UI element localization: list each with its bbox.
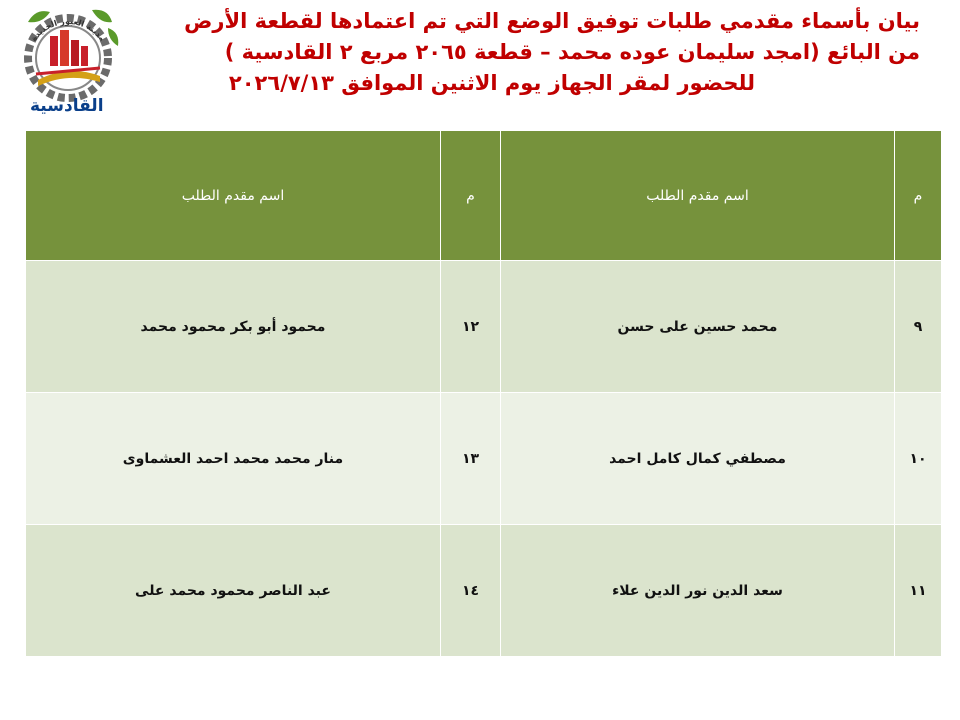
row-number: ١١ xyxy=(895,525,942,657)
col-header-num-right: م xyxy=(895,131,942,261)
row-number: ٩ xyxy=(895,261,942,393)
applicant-name: محمد حسين على حسن xyxy=(501,261,895,393)
title-line-1: بيان بأسماء مقدمي طلبات توفيق الوضع التي تم اعتمادها لقطعة الأرض xyxy=(184,9,920,33)
table-row xyxy=(26,525,942,657)
row-number: ١٠ xyxy=(895,393,942,525)
row-number: ١٢ xyxy=(441,261,501,393)
applicant-name: مصطفي كمال كامل احمد xyxy=(501,393,895,525)
col-header-name-left: اسم مقدم الطلب xyxy=(26,131,441,261)
table-row xyxy=(26,261,942,393)
table-row xyxy=(26,393,942,525)
applicant-name: سعد الدين نور الدين علاء xyxy=(501,525,895,657)
row-number: ١٤ xyxy=(441,525,501,657)
col-header-name-right: اسم مقدم الطلب xyxy=(501,131,895,261)
title-line-2: من البائع (امجد سليمان عوده محمد – قطعة ٢٠٦٥ مربع ٢ القادسية ) xyxy=(224,40,920,64)
applicant-name: محمود أبو بكر محمود محمد xyxy=(26,261,441,393)
applicants-table xyxy=(25,130,942,657)
table-header-row xyxy=(26,131,942,261)
title-line-3: للحضور لمقر الجهاز يوم الاثنين الموافق ٢٠٢٦/٧/١٣ xyxy=(228,71,755,95)
row-number: ١٣ xyxy=(441,393,501,525)
col-header-num-left: م xyxy=(441,131,501,261)
logo-caption: القادسية xyxy=(30,96,104,116)
applicant-name: عبد الناصر محمود محمد على xyxy=(26,525,441,657)
page-title xyxy=(135,6,920,99)
applicant-name: منار محمد محمد احمد العشماوى xyxy=(26,393,441,525)
svg-text:مدينة العبور الجديدة: مدينة العبور الجديدة xyxy=(29,16,107,43)
